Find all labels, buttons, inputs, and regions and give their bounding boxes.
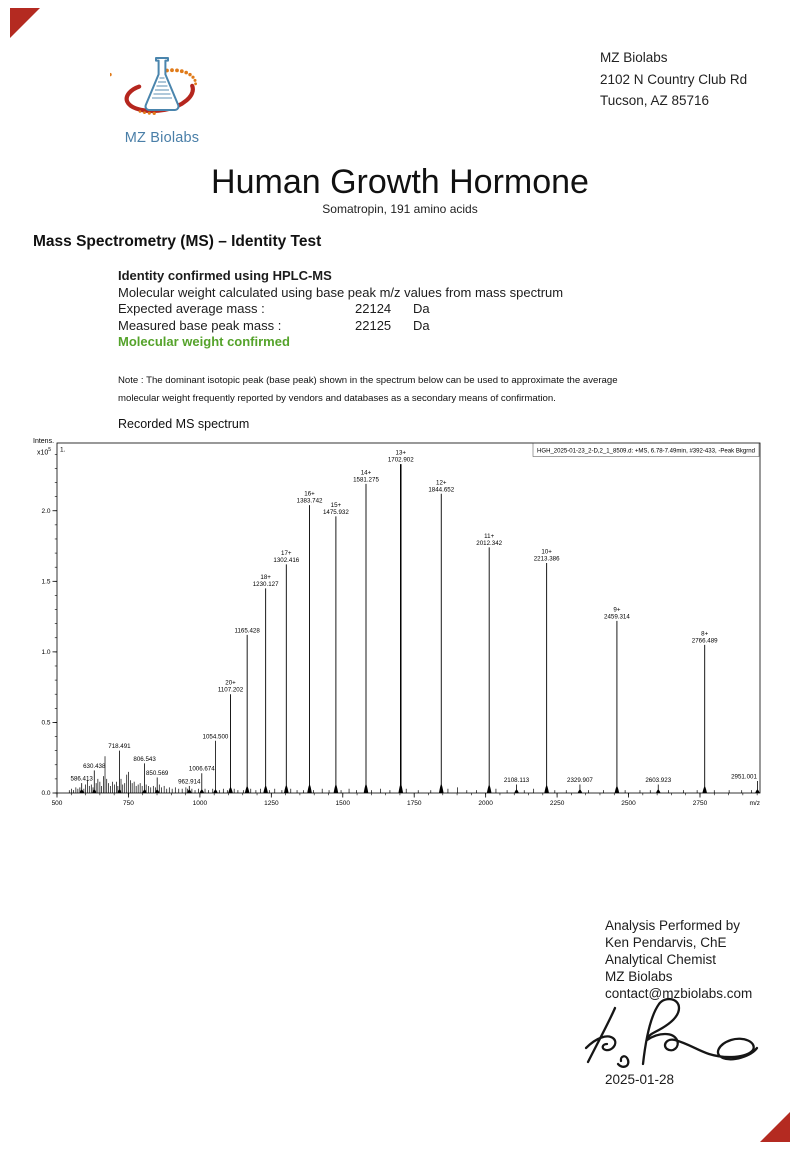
- svg-text:13+: 13+: [395, 449, 407, 457]
- svg-text:500: 500: [51, 800, 63, 807]
- svg-text:HGH_2025-01-23_2-D,2_1_8509.d:: HGH_2025-01-23_2-D,2_1_8509.d: +MS, 6.78-7.49min, #392-433, -Peak Bkgrnd: [537, 447, 756, 455]
- svg-text:18+: 18+: [260, 573, 271, 581]
- measured-mass-label: Measured base peak mass :: [118, 317, 282, 333]
- svg-text:1107.202: 1107.202: [217, 686, 244, 694]
- company-address: [600, 47, 747, 112]
- measured-mass-row: [118, 318, 563, 335]
- svg-text:12+: 12+: [436, 479, 447, 487]
- svg-text:1165.428: 1165.428: [234, 627, 260, 635]
- svg-text:962.914: 962.914: [178, 778, 201, 786]
- svg-text:718.491: 718.491: [108, 743, 131, 751]
- svg-text:1302.416: 1302.416: [273, 556, 300, 564]
- ms-spectrum-chart: [30, 437, 770, 815]
- svg-text:1006.674: 1006.674: [188, 765, 215, 773]
- logo-text: MZ Biolabs: [124, 130, 200, 146]
- analyst-line: Ken Pendarvis, ChE: [605, 935, 727, 950]
- svg-text:1383.742: 1383.742: [296, 497, 323, 505]
- corner-accent-top-left: [10, 8, 40, 38]
- svg-text:2603.923: 2603.923: [645, 777, 672, 785]
- svg-text:8+: 8+: [701, 630, 709, 638]
- svg-text:806.543: 806.543: [133, 755, 156, 763]
- svg-text:0.5: 0.5: [41, 719, 51, 727]
- svg-text:750: 750: [123, 800, 134, 807]
- svg-text:0.0: 0.0: [41, 790, 51, 798]
- svg-text:2500: 2500: [621, 800, 636, 807]
- svg-text:14+: 14+: [360, 469, 372, 477]
- svg-text:1.: 1.: [60, 446, 66, 454]
- analyst-line: MZ Biolabs: [605, 969, 673, 984]
- page-subtitle: Somatropin, 191 amino acids: [322, 202, 478, 216]
- svg-text:m/z: m/z: [749, 800, 760, 807]
- svg-text:2108.113: 2108.113: [503, 777, 530, 785]
- page-title: Human Growth Hormone: [211, 163, 589, 201]
- analyst-line: contact@mzbiolabs.com: [605, 986, 753, 1001]
- svg-text:2250: 2250: [549, 800, 565, 807]
- signature: [583, 996, 768, 1079]
- spectrum-plot: [30, 437, 770, 815]
- svg-text:1230.127: 1230.127: [252, 580, 279, 588]
- confirmation-status: Molecular weight confirmed: [118, 334, 290, 350]
- analyst-block: [605, 917, 752, 1002]
- expected-mass-unit: Da: [413, 301, 430, 317]
- svg-text:2459.314: 2459.314: [604, 613, 630, 621]
- y-axis-title: Intens.: [33, 438, 55, 445]
- address-line: 2102 N Country Club Rd: [600, 71, 748, 87]
- section-heading: Mass Spectrometry (MS) – Identity Test: [33, 233, 322, 250]
- address-line: Tucson, AZ 85716: [600, 93, 710, 108]
- analyst-line: Analytical Chemist: [605, 952, 717, 967]
- svg-text:1702.902: 1702.902: [387, 456, 414, 464]
- svg-text:2766.489: 2766.489: [691, 637, 718, 645]
- note-line: molecular weight frequently reported by vendors and databases as a secondary means of confirmation.: [118, 392, 556, 404]
- measured-mass-unit: Da: [413, 317, 430, 333]
- svg-text:630.438: 630.438: [83, 762, 106, 770]
- svg-text:9+: 9+: [613, 606, 621, 614]
- company-logo: [110, 54, 214, 146]
- svg-text:1250: 1250: [264, 800, 279, 807]
- measured-mass-value: 22125: [355, 317, 392, 333]
- svg-text:2213.386: 2213.386: [533, 555, 560, 563]
- svg-text:2750: 2750: [692, 800, 708, 807]
- svg-text:15+: 15+: [330, 501, 342, 509]
- svg-text:1500: 1500: [335, 800, 351, 807]
- svg-text:11+: 11+: [484, 532, 495, 540]
- svg-text:16+: 16+: [304, 490, 315, 498]
- svg-text:2012.342: 2012.342: [476, 539, 503, 547]
- expected-mass-row: [118, 301, 563, 318]
- svg-text:850.569: 850.569: [145, 769, 169, 777]
- identity-method-line: Identity confirmed using HPLC-MS: [118, 268, 332, 283]
- svg-text:586.413: 586.413: [70, 775, 93, 783]
- address-line: MZ Biolabs: [600, 50, 668, 65]
- svg-text:17+: 17+: [281, 549, 292, 557]
- svg-text:2.0: 2.0: [41, 507, 51, 515]
- spectrum-section-label: Recorded MS spectrum: [118, 417, 250, 431]
- svg-text:1750: 1750: [406, 800, 422, 807]
- svg-text:20+: 20+: [225, 679, 236, 687]
- svg-text:1054.500: 1054.500: [202, 733, 229, 741]
- flask-logo-icon: [110, 54, 214, 124]
- expected-mass-label: Expected average mass :: [118, 301, 265, 317]
- corner-accent-bottom-right: [760, 1112, 790, 1142]
- svg-text:1.5: 1.5: [41, 578, 51, 586]
- note-line: Note : The dominant isotopic peak (base peak) shown in the spectrum below can be used to approximate the average: [118, 375, 618, 386]
- svg-text:2951.001: 2951.001: [731, 773, 757, 781]
- svg-text:1.0: 1.0: [41, 649, 51, 657]
- y-axis-scale: $x10^5$: [37, 447, 52, 457]
- note-block: [118, 372, 678, 407]
- svg-text:1000: 1000: [192, 800, 208, 807]
- svg-text:1475.932: 1475.932: [322, 508, 349, 516]
- svg-text:2000: 2000: [478, 800, 493, 807]
- identity-calc-line: Molecular weight calculated using base peak m/z values from mass spectrum: [118, 284, 564, 300]
- svg-text:10+: 10+: [541, 548, 552, 556]
- svg-text:1844.652: 1844.652: [428, 486, 455, 494]
- report-date: 2025-01-28: [605, 1072, 675, 1087]
- identity-results-block: [118, 268, 563, 351]
- expected-mass-value: 22124: [355, 301, 392, 317]
- svg-text:1581.275: 1581.275: [353, 476, 379, 484]
- analyst-line: Analysis Performed by: [605, 918, 741, 933]
- svg-text:2329.907: 2329.907: [567, 777, 593, 785]
